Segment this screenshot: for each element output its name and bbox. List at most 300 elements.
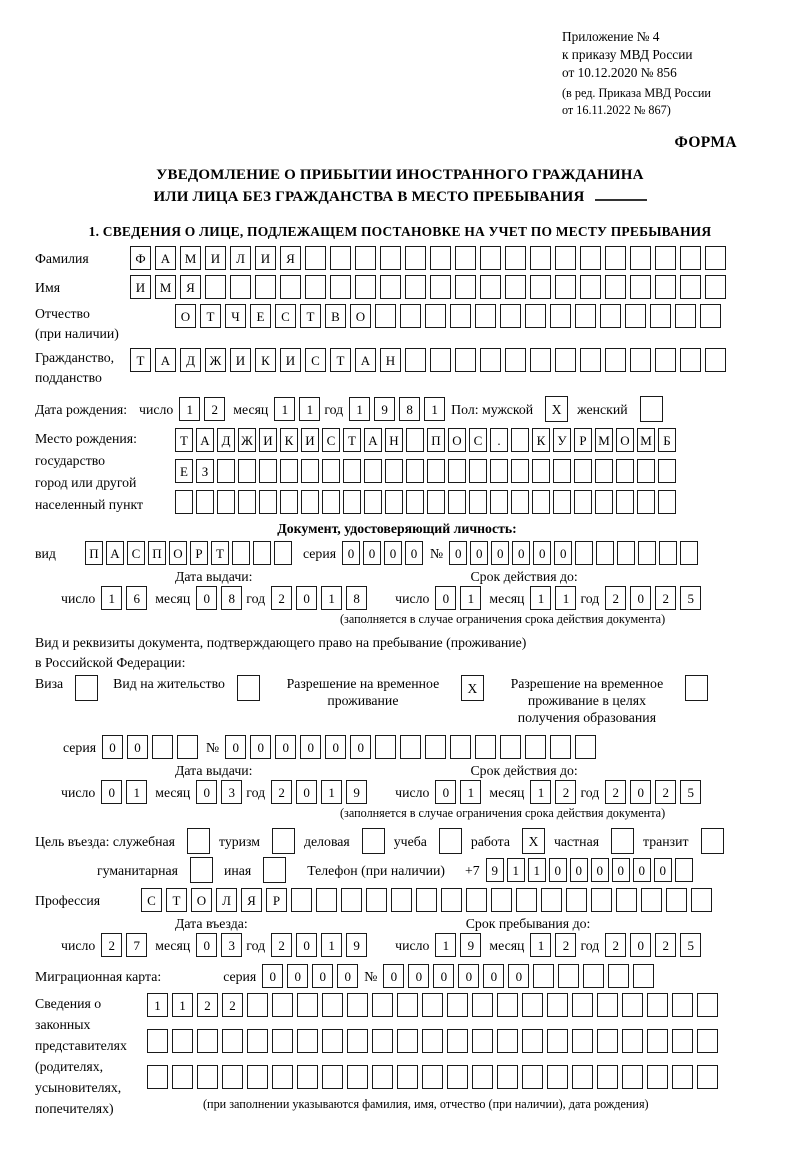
char-cell[interactable] — [172, 1065, 193, 1089]
char-cell[interactable]: О — [175, 304, 196, 328]
char-cell[interactable] — [247, 1065, 268, 1089]
char-cell[interactable] — [705, 348, 726, 372]
char-cell[interactable]: С — [141, 888, 162, 912]
char-cell[interactable]: 5 — [680, 780, 701, 804]
char-cell[interactable] — [272, 993, 293, 1017]
char-cell[interactable]: Д — [217, 428, 235, 452]
char-cell[interactable] — [605, 246, 626, 270]
char-cell[interactable] — [617, 541, 635, 565]
char-cell[interactable] — [301, 459, 319, 483]
char-cell[interactable]: Т — [166, 888, 187, 912]
char-cell[interactable]: 8 — [346, 586, 367, 610]
char-cell[interactable] — [450, 304, 471, 328]
temp-residence-checkbox[interactable]: X — [461, 675, 484, 701]
char-cell[interactable] — [572, 1065, 593, 1089]
char-cell[interactable] — [595, 459, 613, 483]
char-cell[interactable]: Р — [574, 428, 592, 452]
char-cell[interactable] — [475, 304, 496, 328]
char-cell[interactable]: 2 — [605, 586, 626, 610]
char-cell[interactable]: 0 — [612, 858, 630, 882]
char-cell[interactable] — [605, 348, 626, 372]
char-cell[interactable] — [217, 459, 235, 483]
char-cell[interactable] — [372, 1065, 393, 1089]
purpose-humanitarian-checkbox[interactable] — [190, 857, 213, 883]
char-cell[interactable] — [297, 1029, 318, 1053]
char-cell[interactable]: 1 — [321, 780, 342, 804]
char-cell[interactable]: П — [85, 541, 103, 565]
char-cell[interactable] — [447, 1029, 468, 1053]
char-cell[interactable] — [533, 964, 554, 988]
char-cell[interactable] — [152, 735, 173, 759]
char-cell[interactable]: Л — [216, 888, 237, 912]
char-cell[interactable] — [511, 459, 529, 483]
char-cell[interactable] — [491, 888, 512, 912]
char-cell[interactable] — [480, 348, 501, 372]
char-cell[interactable] — [605, 275, 626, 299]
char-cell[interactable]: 0 — [250, 735, 271, 759]
char-cell[interactable] — [532, 459, 550, 483]
char-cell[interactable] — [222, 1065, 243, 1089]
char-cell[interactable] — [525, 735, 546, 759]
char-cell[interactable] — [658, 459, 676, 483]
char-cell[interactable] — [547, 1029, 568, 1053]
char-cell[interactable] — [497, 1029, 518, 1053]
char-cell[interactable] — [655, 348, 676, 372]
char-cell[interactable]: 0 — [312, 964, 333, 988]
char-cell[interactable] — [330, 246, 351, 270]
visa-checkbox[interactable] — [75, 675, 98, 701]
char-cell[interactable] — [555, 246, 576, 270]
char-cell[interactable]: Я — [180, 275, 201, 299]
char-cell[interactable]: 1 — [101, 586, 122, 610]
char-cell[interactable] — [406, 490, 424, 514]
char-cell[interactable] — [600, 304, 621, 328]
char-cell[interactable] — [280, 490, 298, 514]
char-cell[interactable] — [666, 888, 687, 912]
char-cell[interactable]: О — [191, 888, 212, 912]
char-cell[interactable] — [697, 1029, 718, 1053]
char-cell[interactable]: 0 — [458, 964, 479, 988]
char-cell[interactable] — [522, 993, 543, 1017]
char-cell[interactable]: О — [448, 428, 466, 452]
char-cell[interactable]: 0 — [102, 735, 123, 759]
purpose-business-checkbox[interactable] — [362, 828, 385, 854]
char-cell[interactable] — [680, 246, 701, 270]
char-cell[interactable]: М — [595, 428, 613, 452]
char-cell[interactable]: А — [155, 348, 176, 372]
char-cell[interactable] — [595, 490, 613, 514]
char-cell[interactable] — [580, 275, 601, 299]
char-cell[interactable]: К — [532, 428, 550, 452]
char-cell[interactable]: А — [196, 428, 214, 452]
char-cell[interactable] — [322, 993, 343, 1017]
char-cell[interactable]: И — [130, 275, 151, 299]
char-cell[interactable]: У — [553, 428, 571, 452]
char-cell[interactable]: 1 — [172, 993, 193, 1017]
char-cell[interactable] — [572, 993, 593, 1017]
char-cell[interactable]: 0 — [512, 541, 530, 565]
char-cell[interactable] — [697, 993, 718, 1017]
char-cell[interactable] — [490, 490, 508, 514]
char-cell[interactable] — [466, 888, 487, 912]
char-cell[interactable] — [448, 490, 466, 514]
char-cell[interactable] — [555, 275, 576, 299]
char-cell[interactable] — [630, 348, 651, 372]
char-cell[interactable]: А — [106, 541, 124, 565]
char-cell[interactable] — [253, 541, 271, 565]
char-cell[interactable]: Т — [343, 428, 361, 452]
char-cell[interactable]: 0 — [296, 933, 317, 957]
char-cell[interactable] — [547, 1065, 568, 1089]
char-cell[interactable] — [572, 1029, 593, 1053]
char-cell[interactable]: 2 — [204, 397, 225, 421]
char-cell[interactable]: Т — [300, 304, 321, 328]
char-cell[interactable]: Е — [250, 304, 271, 328]
char-cell[interactable]: 0 — [508, 964, 529, 988]
char-cell[interactable] — [597, 993, 618, 1017]
char-cell[interactable] — [680, 541, 698, 565]
char-cell[interactable]: И — [205, 246, 226, 270]
char-cell[interactable] — [550, 735, 571, 759]
char-cell[interactable] — [322, 459, 340, 483]
char-cell[interactable]: 0 — [549, 858, 567, 882]
char-cell[interactable]: 2 — [605, 780, 626, 804]
char-cell[interactable] — [633, 964, 654, 988]
char-cell[interactable] — [530, 348, 551, 372]
char-cell[interactable]: . — [490, 428, 508, 452]
char-cell[interactable] — [247, 993, 268, 1017]
char-cell[interactable]: 0 — [101, 780, 122, 804]
char-cell[interactable] — [659, 541, 677, 565]
char-cell[interactable] — [516, 888, 537, 912]
char-cell[interactable]: О — [350, 304, 371, 328]
char-cell[interactable] — [230, 275, 251, 299]
char-cell[interactable]: 1 — [126, 780, 147, 804]
char-cell[interactable] — [675, 858, 693, 882]
char-cell[interactable]: 0 — [630, 780, 651, 804]
char-cell[interactable] — [355, 246, 376, 270]
char-cell[interactable] — [680, 348, 701, 372]
char-cell[interactable]: 0 — [433, 964, 454, 988]
char-cell[interactable]: К — [280, 428, 298, 452]
char-cell[interactable] — [372, 1029, 393, 1053]
char-cell[interactable] — [366, 888, 387, 912]
char-cell[interactable] — [480, 275, 501, 299]
char-cell[interactable] — [575, 541, 593, 565]
purpose-study-checkbox[interactable] — [439, 828, 462, 854]
char-cell[interactable] — [691, 888, 712, 912]
char-cell[interactable] — [547, 993, 568, 1017]
char-cell[interactable]: 0 — [262, 964, 283, 988]
char-cell[interactable]: Б — [658, 428, 676, 452]
char-cell[interactable] — [391, 888, 412, 912]
char-cell[interactable] — [580, 348, 601, 372]
char-cell[interactable]: 2 — [555, 780, 576, 804]
char-cell[interactable]: 0 — [296, 780, 317, 804]
char-cell[interactable] — [675, 304, 696, 328]
char-cell[interactable] — [555, 348, 576, 372]
char-cell[interactable] — [511, 490, 529, 514]
char-cell[interactable] — [385, 490, 403, 514]
char-cell[interactable]: М — [180, 246, 201, 270]
char-cell[interactable] — [422, 1029, 443, 1053]
char-cell[interactable] — [505, 275, 526, 299]
char-cell[interactable]: 2 — [655, 933, 676, 957]
char-cell[interactable]: 0 — [275, 735, 296, 759]
char-cell[interactable] — [301, 490, 319, 514]
purpose-official-checkbox[interactable] — [187, 828, 210, 854]
char-cell[interactable] — [700, 304, 721, 328]
char-cell[interactable]: 3 — [221, 933, 242, 957]
char-cell[interactable] — [297, 993, 318, 1017]
char-cell[interactable]: 8 — [221, 586, 242, 610]
char-cell[interactable] — [525, 304, 546, 328]
char-cell[interactable] — [672, 1029, 693, 1053]
char-cell[interactable] — [400, 735, 421, 759]
char-cell[interactable]: Т — [330, 348, 351, 372]
char-cell[interactable] — [372, 993, 393, 1017]
char-cell[interactable]: 9 — [346, 933, 367, 957]
char-cell[interactable]: Ж — [238, 428, 256, 452]
char-cell[interactable]: И — [301, 428, 319, 452]
char-cell[interactable]: 1 — [299, 397, 320, 421]
char-cell[interactable]: С — [322, 428, 340, 452]
char-cell[interactable]: 1 — [507, 858, 525, 882]
char-cell[interactable] — [530, 246, 551, 270]
char-cell[interactable] — [597, 1065, 618, 1089]
char-cell[interactable] — [597, 1029, 618, 1053]
char-cell[interactable] — [638, 541, 656, 565]
char-cell[interactable] — [608, 964, 629, 988]
char-cell[interactable]: З — [196, 459, 214, 483]
char-cell[interactable] — [177, 735, 198, 759]
char-cell[interactable]: 0 — [533, 541, 551, 565]
char-cell[interactable] — [291, 888, 312, 912]
char-cell[interactable] — [422, 993, 443, 1017]
char-cell[interactable] — [625, 304, 646, 328]
char-cell[interactable]: 0 — [435, 586, 456, 610]
char-cell[interactable]: 1 — [321, 586, 342, 610]
char-cell[interactable]: 0 — [337, 964, 358, 988]
char-cell[interactable]: 2 — [271, 780, 292, 804]
char-cell[interactable]: 0 — [342, 541, 360, 565]
char-cell[interactable] — [147, 1029, 168, 1053]
purpose-transit-checkbox[interactable] — [701, 828, 724, 854]
char-cell[interactable] — [322, 1029, 343, 1053]
char-cell[interactable] — [272, 1065, 293, 1089]
char-cell[interactable] — [322, 490, 340, 514]
char-cell[interactable] — [247, 1029, 268, 1053]
char-cell[interactable]: 2 — [555, 933, 576, 957]
char-cell[interactable] — [197, 1029, 218, 1053]
char-cell[interactable]: И — [255, 246, 276, 270]
purpose-work-checkbox[interactable]: X — [522, 828, 545, 854]
char-cell[interactable]: 1 — [435, 933, 456, 957]
char-cell[interactable]: С — [275, 304, 296, 328]
char-cell[interactable]: К — [255, 348, 276, 372]
char-cell[interactable]: 0 — [554, 541, 572, 565]
char-cell[interactable] — [497, 1065, 518, 1089]
char-cell[interactable]: Я — [241, 888, 262, 912]
char-cell[interactable] — [630, 275, 651, 299]
char-cell[interactable] — [205, 275, 226, 299]
char-cell[interactable]: П — [148, 541, 166, 565]
char-cell[interactable]: 0 — [470, 541, 488, 565]
temp-residence-education-checkbox[interactable] — [685, 675, 708, 701]
char-cell[interactable] — [385, 459, 403, 483]
char-cell[interactable]: 1 — [530, 933, 551, 957]
char-cell[interactable] — [305, 275, 326, 299]
char-cell[interactable]: Н — [380, 348, 401, 372]
char-cell[interactable] — [480, 246, 501, 270]
char-cell[interactable] — [427, 459, 445, 483]
char-cell[interactable] — [355, 275, 376, 299]
char-cell[interactable] — [280, 459, 298, 483]
residence-permit-checkbox[interactable] — [237, 675, 260, 701]
char-cell[interactable] — [472, 993, 493, 1017]
char-cell[interactable] — [450, 735, 471, 759]
char-cell[interactable] — [622, 1029, 643, 1053]
char-cell[interactable] — [505, 246, 526, 270]
char-cell[interactable] — [596, 541, 614, 565]
char-cell[interactable] — [347, 1029, 368, 1053]
char-cell[interactable]: П — [427, 428, 445, 452]
char-cell[interactable] — [406, 459, 424, 483]
char-cell[interactable] — [343, 490, 361, 514]
char-cell[interactable] — [448, 459, 466, 483]
char-cell[interactable] — [405, 246, 426, 270]
char-cell[interactable]: 0 — [363, 541, 381, 565]
char-cell[interactable]: 0 — [408, 964, 429, 988]
char-cell[interactable]: 2 — [271, 586, 292, 610]
char-cell[interactable]: 0 — [350, 735, 371, 759]
char-cell[interactable] — [375, 304, 396, 328]
char-cell[interactable]: 2 — [101, 933, 122, 957]
char-cell[interactable]: 5 — [680, 586, 701, 610]
char-cell[interactable]: 9 — [486, 858, 504, 882]
char-cell[interactable] — [259, 490, 277, 514]
char-cell[interactable]: Д — [180, 348, 201, 372]
char-cell[interactable]: Т — [175, 428, 193, 452]
char-cell[interactable] — [616, 459, 634, 483]
char-cell[interactable]: 1 — [424, 397, 445, 421]
char-cell[interactable]: М — [155, 275, 176, 299]
char-cell[interactable]: 1 — [530, 586, 551, 610]
char-cell[interactable] — [441, 888, 462, 912]
char-cell[interactable] — [553, 490, 571, 514]
char-cell[interactable] — [238, 490, 256, 514]
char-cell[interactable]: Т — [130, 348, 151, 372]
char-cell[interactable]: Р — [266, 888, 287, 912]
char-cell[interactable]: 0 — [405, 541, 423, 565]
char-cell[interactable] — [472, 1065, 493, 1089]
char-cell[interactable] — [375, 735, 396, 759]
char-cell[interactable] — [197, 1065, 218, 1089]
char-cell[interactable]: 0 — [449, 541, 467, 565]
char-cell[interactable] — [655, 275, 676, 299]
char-cell[interactable] — [272, 1029, 293, 1053]
char-cell[interactable] — [232, 541, 250, 565]
char-cell[interactable] — [400, 304, 421, 328]
char-cell[interactable] — [364, 490, 382, 514]
char-cell[interactable]: 1 — [460, 780, 481, 804]
char-cell[interactable] — [580, 246, 601, 270]
char-cell[interactable] — [622, 1065, 643, 1089]
char-cell[interactable]: 0 — [591, 858, 609, 882]
char-cell[interactable] — [259, 459, 277, 483]
char-cell[interactable]: 2 — [197, 993, 218, 1017]
char-cell[interactable] — [500, 735, 521, 759]
char-cell[interactable]: С — [127, 541, 145, 565]
char-cell[interactable] — [574, 459, 592, 483]
char-cell[interactable]: Т — [211, 541, 229, 565]
char-cell[interactable] — [397, 1029, 418, 1053]
char-cell[interactable] — [672, 993, 693, 1017]
char-cell[interactable] — [222, 1029, 243, 1053]
char-cell[interactable]: 0 — [196, 933, 217, 957]
char-cell[interactable]: 1 — [460, 586, 481, 610]
char-cell[interactable] — [655, 246, 676, 270]
char-cell[interactable] — [447, 993, 468, 1017]
char-cell[interactable] — [405, 275, 426, 299]
char-cell[interactable] — [647, 1065, 668, 1089]
char-cell[interactable] — [647, 1029, 668, 1053]
char-cell[interactable] — [455, 246, 476, 270]
char-cell[interactable] — [330, 275, 351, 299]
char-cell[interactable]: 6 — [126, 586, 147, 610]
char-cell[interactable] — [238, 459, 256, 483]
sex-female-checkbox[interactable] — [640, 396, 663, 422]
char-cell[interactable] — [532, 490, 550, 514]
char-cell[interactable] — [405, 348, 426, 372]
char-cell[interactable]: 0 — [491, 541, 509, 565]
char-cell[interactable]: 1 — [349, 397, 370, 421]
char-cell[interactable]: 0 — [435, 780, 456, 804]
char-cell[interactable] — [616, 490, 634, 514]
char-cell[interactable]: 2 — [222, 993, 243, 1017]
char-cell[interactable] — [500, 304, 521, 328]
purpose-other-checkbox[interactable] — [263, 857, 286, 883]
char-cell[interactable] — [522, 1029, 543, 1053]
char-cell[interactable] — [172, 1029, 193, 1053]
char-cell[interactable]: И — [230, 348, 251, 372]
purpose-tourism-checkbox[interactable] — [272, 828, 295, 854]
char-cell[interactable] — [469, 490, 487, 514]
char-cell[interactable] — [416, 888, 437, 912]
char-cell[interactable]: С — [469, 428, 487, 452]
char-cell[interactable]: 1 — [179, 397, 200, 421]
char-cell[interactable] — [505, 348, 526, 372]
char-cell[interactable] — [297, 1065, 318, 1089]
char-cell[interactable] — [522, 1065, 543, 1089]
char-cell[interactable]: М — [637, 428, 655, 452]
char-cell[interactable]: 0 — [630, 586, 651, 610]
char-cell[interactable]: 1 — [528, 858, 546, 882]
char-cell[interactable] — [455, 275, 476, 299]
char-cell[interactable] — [341, 888, 362, 912]
char-cell[interactable] — [280, 275, 301, 299]
char-cell[interactable] — [455, 348, 476, 372]
char-cell[interactable] — [196, 490, 214, 514]
char-cell[interactable] — [541, 888, 562, 912]
char-cell[interactable] — [380, 275, 401, 299]
char-cell[interactable] — [622, 993, 643, 1017]
char-cell[interactable]: 2 — [605, 933, 626, 957]
char-cell[interactable] — [558, 964, 579, 988]
char-cell[interactable]: 7 — [126, 933, 147, 957]
char-cell[interactable]: 0 — [325, 735, 346, 759]
char-cell[interactable] — [347, 1065, 368, 1089]
